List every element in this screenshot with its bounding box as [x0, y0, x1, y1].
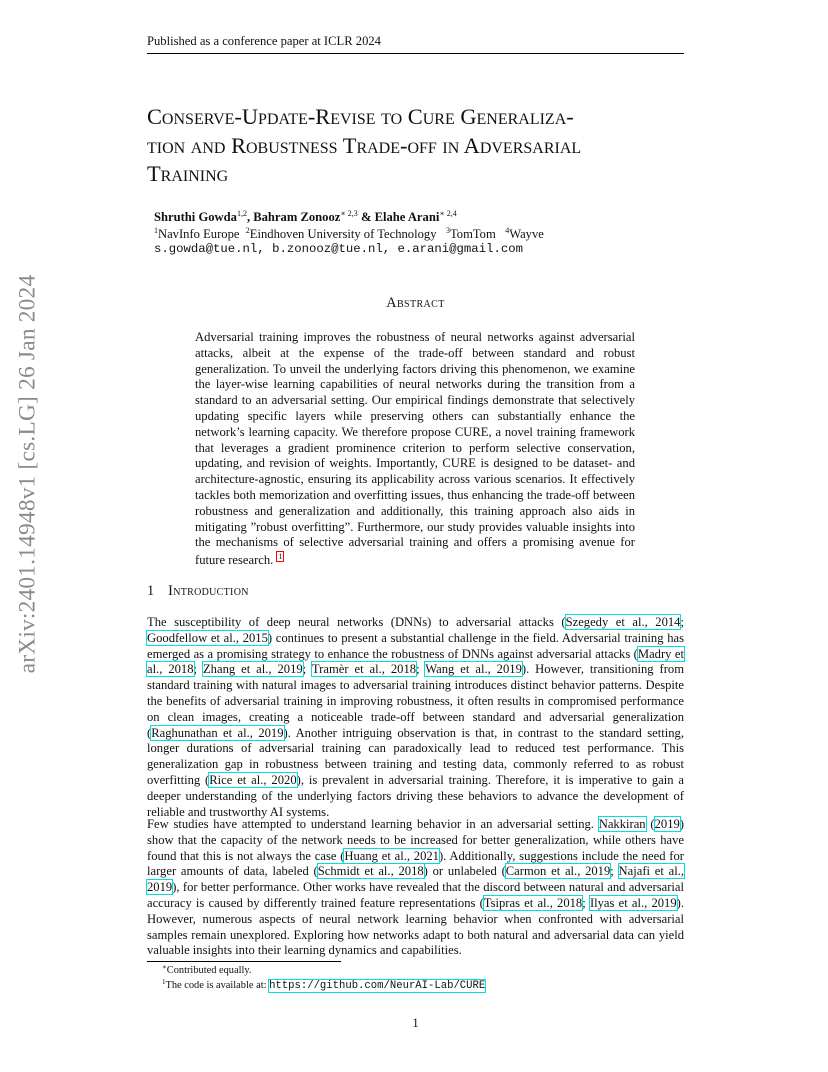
code-url-link[interactable]: https://github.com/NeurAI-Lab/CURE	[269, 980, 486, 992]
citation-link[interactable]: 2019	[654, 817, 680, 831]
body-text: The susceptibility of deep neural networks (DNNs) to adversarial attacks (	[147, 615, 566, 629]
section-heading	[147, 583, 249, 600]
body-text: ), is prevalent in adversarial training. Therefore, it is imperative to gain a deeper understanding of the underlying factors driving these behaviors to advance the development of reliable and trustworthy AI systems.	[147, 772, 684, 819]
paper-title	[147, 103, 697, 189]
abstract-heading: Abstract	[386, 295, 445, 311]
footnote-code	[162, 978, 485, 992]
body-text: ) show that the capacity of the network needs to be increased for better generalization, while others have found that this is not always the case (	[147, 817, 684, 863]
affil-mark: 2	[245, 226, 250, 235]
footnote-equal-contribution	[162, 963, 252, 976]
author-affil-mark: ∗ 2,4	[439, 209, 457, 218]
citation-link[interactable]: Tsipras et al., 2018	[483, 895, 583, 910]
footnote-mark: 1	[162, 978, 166, 986]
section-title: Introduction	[168, 583, 249, 599]
intro-paragraph-1	[147, 615, 684, 820]
author-name: Elahe Arani	[374, 210, 440, 224]
intro-paragraph-2	[147, 817, 684, 959]
affiliation: Eindhoven University of Technology	[249, 227, 437, 241]
body-text: ;	[193, 662, 203, 677]
body-text: ). Additionally, suggestions include the need for larger amounts of data, labeled (	[147, 848, 684, 879]
author-list	[154, 209, 457, 225]
body-text: ;	[582, 895, 590, 910]
author-name: Bahram Zonooz	[253, 210, 341, 224]
abstract-body	[195, 330, 635, 569]
citation-link[interactable]: Ilyas et al., 2019	[589, 895, 677, 910]
body-text: ). Another intriguing observation is that, in contrast to the standard setting, longer durations of adversarial training can paradoxically lead to reduced test performance. This generalization gap in robustness between training and testing data, commonly referred to as robust overfitting (	[147, 725, 684, 787]
footnote-link[interactable]: 1	[278, 552, 283, 562]
citation-link[interactable]: Carmon et al., 2019	[505, 864, 611, 879]
citation-link[interactable]: Madry et al., 2018	[147, 646, 685, 677]
footnote-text: Contributed equally.	[166, 965, 252, 976]
body-text: (	[645, 817, 655, 831]
affiliation: NavInfo Europe	[158, 227, 240, 241]
title-line-1: Conserve-Update-Revise to Cure Generaliza-	[147, 104, 574, 129]
body-text: ;	[416, 662, 426, 677]
author-affil-mark: 1,2	[236, 209, 247, 218]
header-rule	[147, 53, 684, 54]
citation-link[interactable]: Nakkiran	[598, 817, 646, 831]
body-text: Few studies have attempted to understand learning behavior in an adversarial setting.	[147, 817, 599, 831]
body-text: ) or unlabeled (	[423, 864, 506, 879]
arxiv-identifier[interactable]: arXiv:2401.14948v1 [cs.LG] 26 Jan 2024	[14, 274, 41, 674]
abstract-text: Adversarial training improves the robustness of neural networks against adversarial attacks, albeit at the expense of the trade-off between standard and robust generalization. To unveil the underlying factors driving this phenomenon, we examine the layer-wise learning capabilities of neural networks during the transition from a standard to an adversarial setting. Our empirical findings demonstrate that selectively updating specific layers while preserving others can substantially enhance the network’s learning capacity. We therefore propose CURE, a novel training framework that leverages a gradient prominence criterion to perform selective conservation, updating, and revision of weights. Importantly, CURE is designed to be dataset- and architecture-agnostic, ensuring its applicability across various scenarios. It effectively tackles both memorization and overfitting issues, thus enhancing the trade-off between robustness and generalization and additionally, this training approach also aids in mitigating ”robust overfitting”. Furthermore, our study provides valuable insights into the mechanisms of selective adversarial training and offers a promising avenue for future research.	[195, 330, 635, 568]
citation-link[interactable]: Schmidt et al., 2018	[317, 864, 424, 879]
footnote-mark: ∗	[162, 963, 167, 971]
affiliation: TomTom	[449, 227, 496, 241]
title-line-2: tion and Robustness Trade-off in Adversarial	[147, 132, 582, 158]
author-emails: s.gowda@tue.nl, b.zonooz@tue.nl, e.arani@gmail.com	[154, 242, 523, 256]
citation-link[interactable]: Szegedy et al., 2014	[565, 615, 681, 629]
citation-link[interactable]: Goodfellow et al., 2015	[147, 630, 268, 645]
footnote-text: The code is available at:	[165, 980, 270, 991]
body-text: ). However, numerous aspects of neural network learning behavior when confronted with adversarial samples remain unexplored. Exploring how networks adapt to both natural and adversarial data can yield valuable insights into their learning dynamics and capabilities.	[147, 895, 684, 958]
author-separator: ,	[246, 210, 254, 224]
affil-mark: 1	[154, 226, 158, 235]
citation-link[interactable]: Rice et al., 2020	[209, 772, 297, 787]
title-line-3: Training	[147, 161, 229, 187]
affiliation: Wayve	[509, 227, 544, 241]
citation-link[interactable]: Zhang et al., 2019	[202, 662, 303, 677]
body-text: ;	[302, 662, 312, 677]
author-name: Shruthi Gowda	[154, 210, 237, 224]
body-text: ), for better performance. Other works have revealed that the discord between natural and adversarial accuracy is caused by differently trained feature representations (	[147, 880, 684, 910]
footnote-rule	[147, 961, 341, 962]
arxiv-sidebar	[8, 274, 48, 674]
citation-link[interactable]: Raghunathan et al., 2019	[151, 725, 284, 740]
author-separator: &	[357, 210, 375, 224]
section-number: 1	[147, 583, 155, 599]
citation-link[interactable]: Najafi et al., 2019	[147, 864, 684, 895]
affiliation-list	[154, 226, 544, 242]
author-affil-mark: ∗ 2,3	[340, 209, 358, 218]
page-number: 1	[412, 1016, 419, 1030]
body-text: ;	[610, 864, 619, 879]
affil-mark: 4	[505, 226, 510, 235]
body-text: ). However, transitioning from standard training with natural images to adversarial training introduces distinct behavior patterns. Despite the benefits of adversarial training in improving robustness, it often results in compromised performance on clean images, creating a noticeable trade-off between standard and adversarial generalization (	[147, 662, 685, 740]
citation-link[interactable]: Huang et al., 2021	[344, 848, 439, 863]
citation-link[interactable]: Tramèr et al., 2018	[311, 662, 417, 677]
running-header: Published as a conference paper at ICLR 2024	[147, 34, 381, 48]
body-text: ) continues to present a substantial challenge in the field. Adversarial training has emerged as a promising strategy to enhance the robustness of DNNs against adversarial attacks (	[147, 630, 684, 661]
body-text: ;	[680, 615, 684, 629]
citation-link[interactable]: Wang et al., 2019	[425, 662, 522, 677]
affil-mark: 3	[445, 226, 450, 235]
